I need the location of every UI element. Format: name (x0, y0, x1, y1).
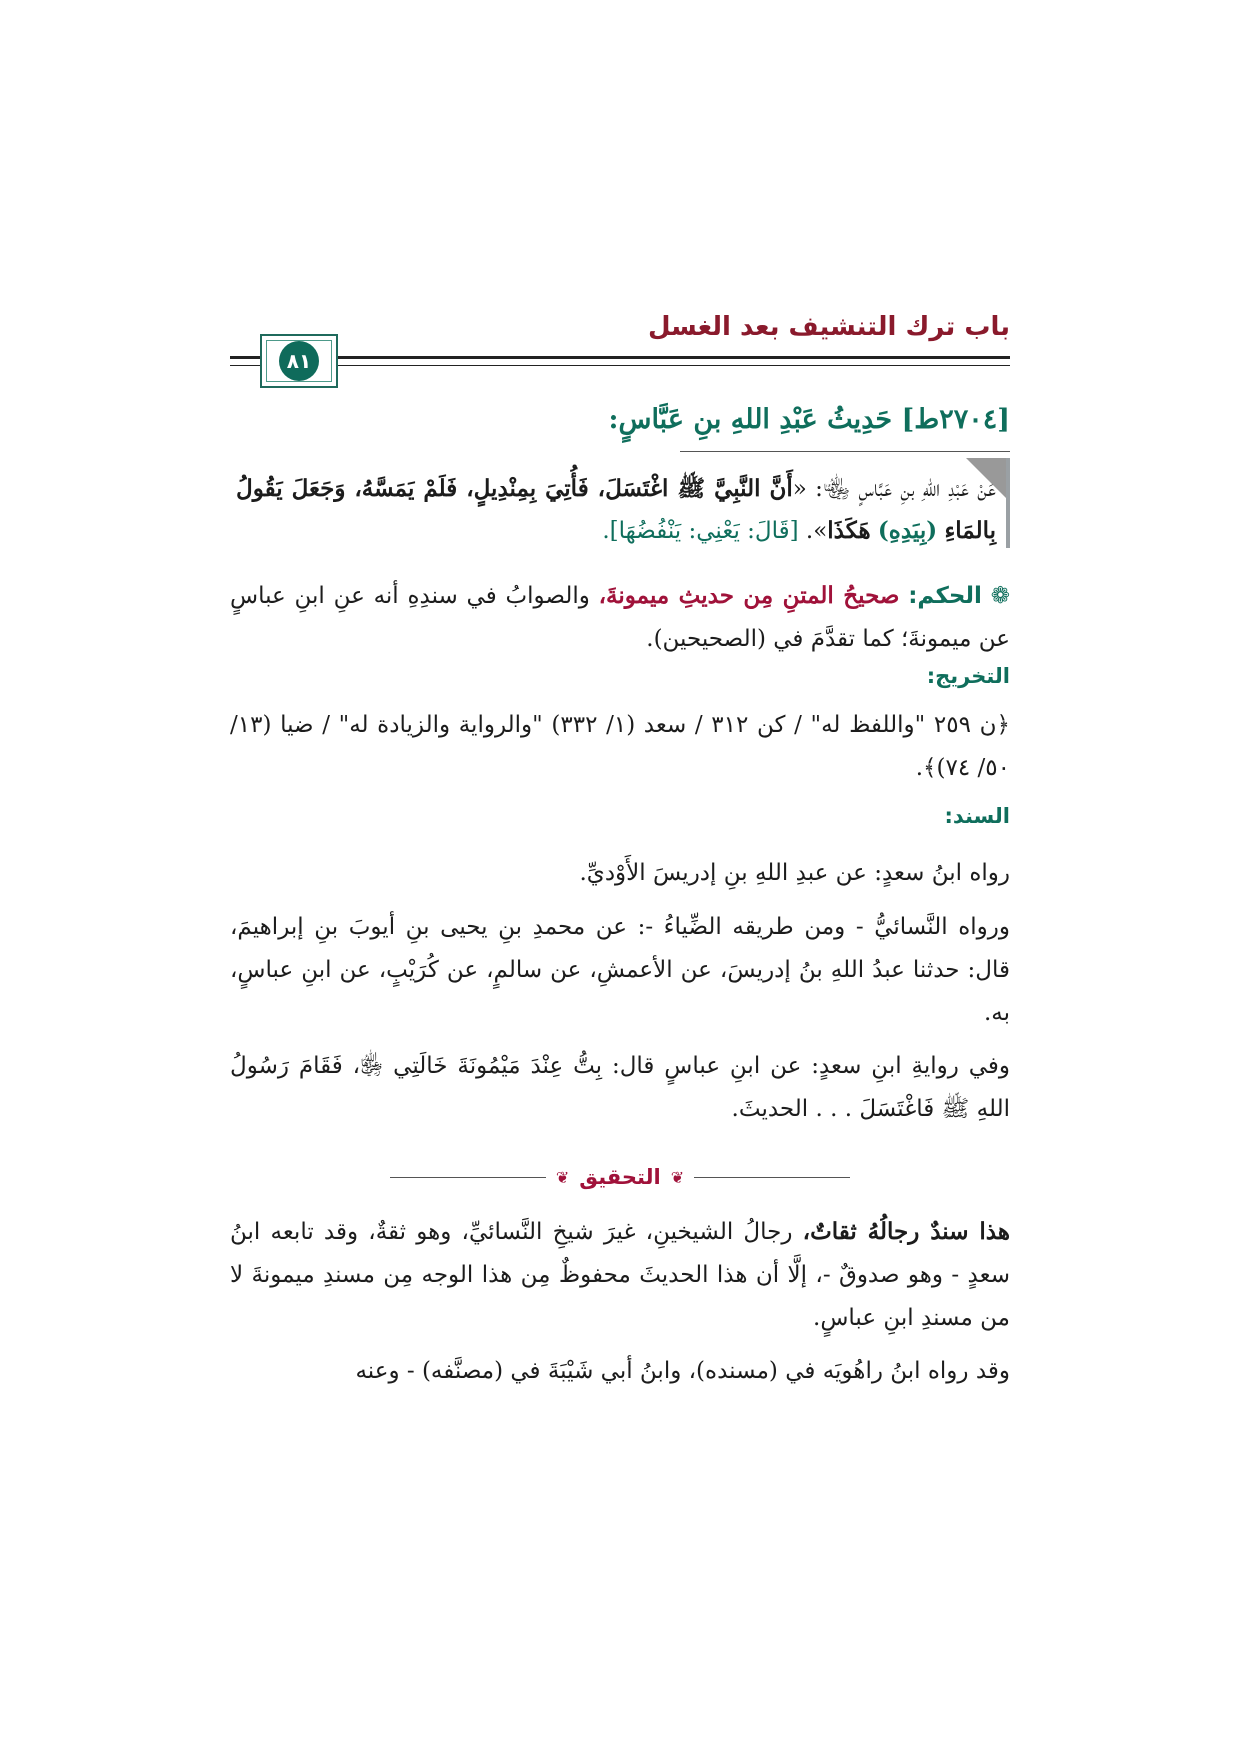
tahqiq-divider (390, 1162, 850, 1192)
book-page (230, 312, 1010, 1632)
tahqiq-verdict: هذا سندٌ رجالُهُ ثقاتٌ، (802, 1218, 1010, 1245)
matn-addition: (بِيَدِهِ) (877, 517, 938, 544)
divider-line (390, 1177, 546, 1178)
takhrij-label: التخريج: (926, 664, 1010, 688)
takhrij-text: ﴿ن ٢٥٩ "واللفظ له" / كن ٣١٢ / سعد (١/ ٣٣٢) "والرواية والزيادة له" / ضيا (١٣/ ٥٠/ ٧٤)﴾. (230, 712, 1010, 781)
hadith-matn (236, 468, 996, 552)
ruling-label: الحكم: (908, 583, 982, 609)
matn-text: أَنَّ النَّبِيَّ ﷺ اغْتَسَلَ، فَأُتِيَ بِمِنْدِيلٍ، فَلَمْ يَمَسَّهُ، وَجَعَلَ يَقُولُ بِالمَاءِ (236, 475, 996, 544)
matn-gloss: [قَالَ: يَعْنِي: يَنْفُضُهَا]. (602, 518, 799, 544)
matn-end: هَكَذَا (827, 517, 871, 544)
ruling-text: والصوابُ في سندِهِ أنه عنِ ابنِ عباسٍ عن ميمونةَ؛ كما تقدَّمَ في (الصحيحين). (230, 583, 1010, 652)
title-underline (680, 451, 1010, 452)
page-number: ٨١ (279, 341, 319, 381)
sanad-paragraph-3: وفي روايةِ ابنِ سعدٍ: عن ابنِ عباسٍ قال: بِتُّ عِنْدَ مَيْمُونَةَ خَالَتِي ﵂، فَقَامَ رَسُولُ اللهِ ﷺ فَاغْتَسَلَ . . . الحديثَ. (230, 1053, 1010, 1122)
ornament-icon: ❦ (555, 1167, 570, 1187)
flower-icon: ❁ (990, 583, 1010, 609)
tahqiq-paragraph-2: وقد رواه ابنُ راهُويَه في (مسنده)، وابنُ أبي شَيْبَةَ في (مصنَّفه) - وعنه (355, 1358, 1010, 1384)
header-rule-thin (230, 365, 1010, 366)
ruling-verdict: صحيحُ المتنِ مِن حديثِ ميمونةَ، (598, 582, 900, 609)
tahqiq-label: التحقيق (579, 1165, 661, 1189)
tahqiq-text: رجالُ الشيخينِ، غيرَ شيخِ النَّسائيِّ، وهو ثقةٌ، وقد تابعه ابنُ سعدٍ - وهو صدوقٌ -، إلَّا أن هذا الحديثَ محفوظٌ مِن هذا الوجه مِن مسندِ ميمونةَ لا من مسندِ ابنِ عباسٍ. (230, 1219, 1010, 1331)
header-rule (230, 356, 1010, 359)
sanad-paragraph-2: ورواه النَّسائيُّ - ومن طريقه الضِّياءُ -: عن محمدِ بنِ يحيى بنِ أيوبَ بنِ إبراهيمَ، قال: حدثنا عبدُ اللهِ بنُ إدريسَ، عن الأعمشِ، عن سالمٍ، عن كُرَيْبٍ، عن ابنِ عباسٍ، به. (230, 914, 1010, 1026)
page-number-badge (260, 334, 338, 388)
ruling-paragraph (230, 574, 1010, 661)
matn-intro: عَنْ عَبْدِ اللهِ بنِ عَبَّاسٍ ﵄: « (792, 476, 996, 502)
matn-close: ». (798, 518, 828, 544)
tahqiq-paragraph-1 (230, 1210, 1010, 1340)
ornament-icon: ❦ (670, 1167, 685, 1187)
running-head-title: باب ترك التنشيف بعد الغسل (647, 312, 1010, 342)
divider-line (694, 1177, 850, 1178)
sanad-label: السند: (944, 804, 1010, 828)
sanad-paragraph-1: رواه ابنُ سعدٍ: عن عبدِ اللهِ بنِ إدريسَ الأَوْديِّ. (579, 860, 1010, 886)
hadith-title: [٢٧٠٤ط] حَدِيثُ عَبْدِ اللهِ بنِ عَبَّاسٍ: (608, 404, 1010, 435)
